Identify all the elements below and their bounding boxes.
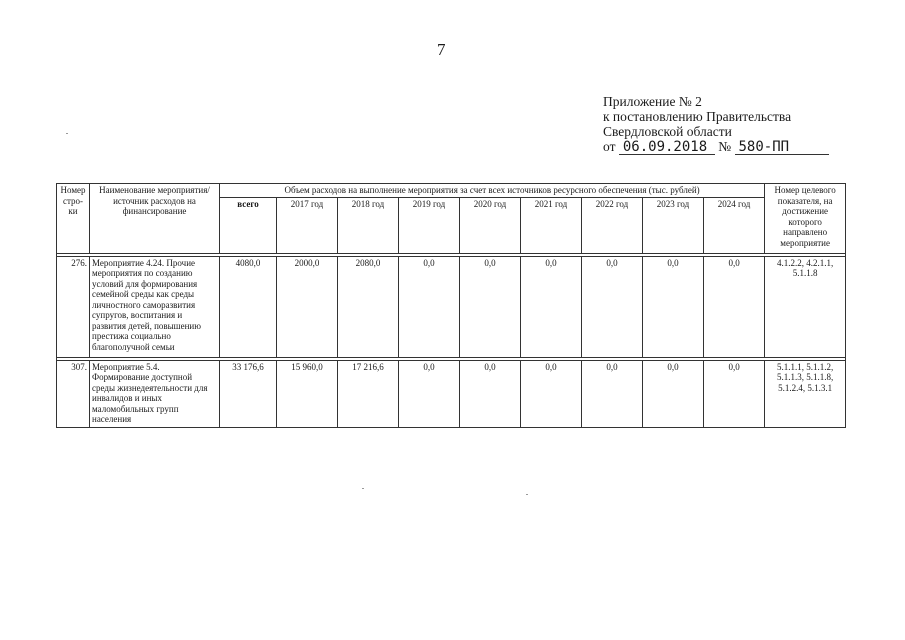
table-row — [57, 360, 846, 427]
number-label: № — [718, 139, 732, 154]
page-number: 7 — [437, 40, 446, 59]
header-name: Наименование мероприятия/ источник расходов на финансирование — [90, 184, 220, 254]
row-number: 307. — [57, 360, 90, 427]
decree-date: 06.09.2018 — [619, 140, 715, 155]
row-number: 276. — [57, 256, 90, 357]
row-value: 0,0 — [643, 256, 704, 357]
header-indicator: Номер целевого показателя, на достижение которого направлено мероприятие — [765, 184, 846, 254]
row-value: 0,0 — [521, 256, 582, 357]
header-total: всего — [220, 197, 277, 253]
header-year: 2018 год — [338, 197, 399, 253]
row-indicators: 4.1.2.2, 4.2.1.1, 5.1.1.8 — [765, 256, 846, 357]
header-volume: Объем расходов на выполнение мероприятия за счет всех источников ресурсного обеспечения (тыс. рублей) — [220, 184, 765, 198]
header-year: 2021 год — [521, 197, 582, 253]
row-value: 2080,0 — [338, 256, 399, 357]
row-total: 33 176,6 — [220, 360, 277, 427]
row-value: 0,0 — [704, 360, 765, 427]
row-value: 0,0 — [704, 256, 765, 357]
appendix-line-1: Приложение № 2 — [603, 94, 702, 109]
header-year: 2019 год — [399, 197, 460, 253]
row-value: 0,0 — [582, 256, 643, 357]
scan-speck — [362, 488, 364, 489]
header-year: 2023 год — [643, 197, 704, 253]
row-value: 0,0 — [521, 360, 582, 427]
appendix-line-3: Свердловской области — [603, 124, 732, 139]
appendix-line-2: к постановлению Правительства — [603, 109, 792, 124]
table-row — [57, 256, 846, 357]
row-value: 17 216,6 — [338, 360, 399, 427]
row-value: 2000,0 — [277, 256, 338, 357]
scan-speck — [526, 494, 528, 495]
header-year: 2020 год — [460, 197, 521, 253]
row-name: Мероприятие 4.24. Прочие мероприятия по созданию условий для формирования семейной среды как среды личностного саморазвития супругов, воспитания и развития детей, повышению престижа социально благополучной семьи — [90, 256, 220, 357]
decree-number: 580-ПП — [735, 140, 829, 155]
row-value: 0,0 — [399, 256, 460, 357]
row-value: 0,0 — [460, 360, 521, 427]
from-label: от — [603, 139, 616, 154]
row-value: 0,0 — [460, 256, 521, 357]
appendix-signature-line — [603, 139, 829, 155]
row-value: 0,0 — [643, 360, 704, 427]
row-total: 4080,0 — [220, 256, 277, 357]
header-row-1 — [57, 184, 846, 198]
header-year: 2017 год — [277, 197, 338, 253]
header-year: 2022 год — [582, 197, 643, 253]
row-value: 0,0 — [582, 360, 643, 427]
row-indicators: 5.1.1.1, 5.1.1.2, 5.1.1.3, 5.1.1.8, 5.1.2.4, 5.1.3.1 — [765, 360, 846, 427]
row-value: 15 960,0 — [277, 360, 338, 427]
row-name: Мероприятие 5.4. Формирование доступной среды жизнедеятельности для инвалидов и иных маломобильных групп населения — [90, 360, 220, 427]
expenses-table — [56, 183, 846, 428]
header-row-number: Номер стро-ки — [57, 184, 90, 254]
row-value: 0,0 — [399, 360, 460, 427]
header-year: 2024 год — [704, 197, 765, 253]
scan-speck — [66, 133, 68, 134]
appendix-header — [603, 94, 829, 155]
